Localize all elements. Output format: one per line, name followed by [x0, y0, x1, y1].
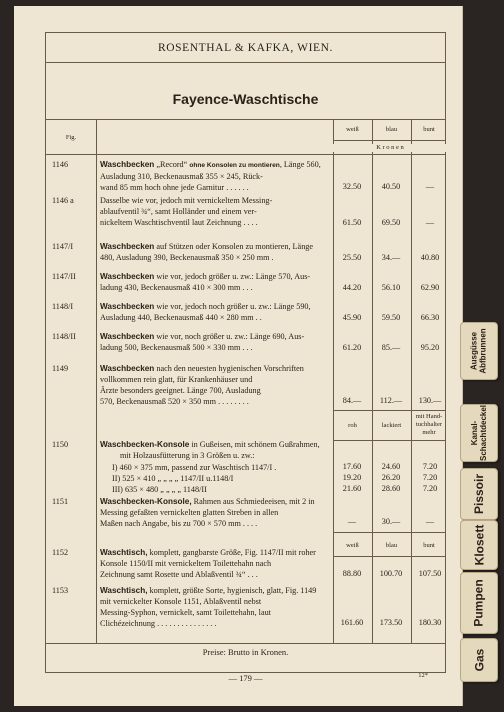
- price-towelholder: 7.20: [422, 484, 438, 493]
- index-tabs: [456, 322, 504, 692]
- item-description: Waschbecken nach den neuesten hygienischen Vorschriften vollkommen rein glatt, für Krankenhäuser und Ärzte besonders geeignet. Länge 700, Ausladung 570, Beckenausmaß 520 × 350 mm . . . . . . . .: [100, 364, 304, 406]
- item-description: Waschbecken-Konsole, Rahmen aus Schmiedeeisen, mit 2 in Messing gefaßten vernickelten glatten Streben in allen Maßen nach Angabe, bis zu 700 × 570 mm . . . .: [100, 497, 315, 528]
- tab-klosett[interactable]: Klosett: [460, 520, 498, 570]
- price-blue: 85.—: [381, 343, 401, 352]
- item-description: Waschbecken „Record“ ohne Konsolen zu montieren, Länge 560, Ausladung 310, Beckenausmaß 355 × 245, Rück- wand 85 mm hoch ohne jede Garnitur . . . . . .: [100, 160, 321, 192]
- price-col2-header: blau: [385, 542, 398, 549]
- tab-pissoir[interactable]: Pissoir: [460, 468, 498, 520]
- fig-number: 1151: [52, 497, 69, 506]
- fig-header: Fig.: [65, 134, 77, 141]
- fig-number: 1147/I: [52, 242, 74, 251]
- price-raw-header: roh: [348, 422, 357, 429]
- price-colored: 107.50: [418, 569, 442, 578]
- item-description: Waschtisch, komplett, größte Sorte, hygienisch, glatt, Fig. 1149 mit vernickelter Konsole 1151, Ablaßventil nebst Messing-Syphon, vernickelt, samt Toilettehahn, laut Clichézeichnung . . . . . . . . . . . . . . .: [100, 586, 317, 628]
- price-white: 61.20: [342, 343, 362, 352]
- size-option: I) 460 × 375 mm, passend zur Waschtisch 1147/I .: [112, 463, 277, 472]
- price-col3-header: bunt: [423, 542, 435, 549]
- price-white: 45.90: [342, 313, 362, 322]
- page-header: ROSENTHAL & KAFKA, WIEN.: [46, 33, 445, 63]
- price-towelholder-header: mit Hand- tuchhalter mehr: [415, 413, 443, 436]
- item-description: Waschtisch, komplett, gangbarste Größe, Fig. 1147/II mit roher Konsole 1150/II mit vernickeltem Toilettehahn nach Zeichnung samt Rosette und Ablaßventil ¾“ . . .: [100, 548, 316, 579]
- price-white: 25.50: [342, 253, 362, 262]
- price-lacquered: 28.60: [381, 484, 401, 493]
- page-number: — 179 —: [228, 673, 263, 683]
- page-title: Fayence-Waschtische: [172, 91, 319, 107]
- price-colored: 66.30: [420, 313, 440, 322]
- price-white: 61.50: [342, 218, 362, 227]
- price-blue: 100.70: [379, 569, 403, 578]
- fig-number: 1148/I: [52, 302, 74, 311]
- catalog-page: [14, 6, 462, 706]
- item-description: Waschbecken wie vor, noch größer u. zw.: Länge 690, Aus- ladung 500, Beckenausmaß 500 × 330 mm . . .: [100, 332, 305, 352]
- price-lacquered: 24.60: [381, 462, 401, 471]
- price-col1-header: weiß: [346, 126, 359, 133]
- page-frame: [45, 32, 446, 683]
- price-blue: 112.—: [379, 396, 403, 405]
- price-colored: —: [425, 182, 435, 191]
- fig-number: 1146: [52, 160, 69, 169]
- item-description: Waschbecken wie vor, jedoch noch größer u. zw.: Länge 590, Ausladung 440, Beckenausmaß 440 × 280 mm . .: [100, 302, 311, 322]
- tab-pumpen[interactable]: Pumpen: [460, 572, 498, 634]
- price-blue: 173.50: [379, 618, 403, 627]
- price-col2-header: blau: [385, 126, 398, 133]
- size-option: III) 635 × 480 „ „ „ „ 1148/II: [112, 485, 207, 494]
- price-towelholder: 7.20: [422, 473, 438, 482]
- price-blue: 34.—: [381, 253, 401, 262]
- fig-number: 1149: [52, 364, 69, 373]
- price-white: 32.50: [342, 182, 362, 191]
- size-option: II) 525 × 410 „ „ „ „ 1147/II u.1148/I: [112, 474, 234, 483]
- price-white: 88.80: [342, 569, 362, 578]
- price-raw: 21.60: [342, 484, 362, 493]
- price-blue: 40.50: [381, 182, 401, 191]
- fig-number: 1152: [52, 548, 69, 557]
- price-colored: 62.90: [420, 283, 440, 292]
- price-colored: 95.20: [420, 343, 440, 352]
- col-rule-price3: [411, 120, 412, 643]
- fig-number: 1148/II: [52, 332, 76, 341]
- price-lacquered: 26.20: [381, 473, 401, 482]
- price-towelholder: —: [425, 517, 435, 526]
- price-table: [46, 119, 445, 643]
- price-raw: —: [347, 517, 357, 526]
- price-white: 161.60: [340, 618, 364, 627]
- fig-number: 1147/II: [52, 272, 76, 281]
- price-col3-header: bunt: [423, 126, 435, 133]
- tab-kanal[interactable]: Kanal- Schachtdeckel: [460, 404, 498, 462]
- item-description: Waschbecken auf Stützen oder Konsolen zu montieren, Länge 480, Ausladung 390, Beckenausmaß 350 × 250 mm .: [100, 242, 314, 262]
- price-blue: 69.50: [381, 218, 401, 227]
- col-rule-price2: [372, 120, 373, 643]
- fig-number: 1146 a: [52, 196, 74, 205]
- fig-number: 1153: [52, 586, 69, 595]
- price-lacquered: 30.—: [381, 517, 401, 526]
- price-col1-header: weiß: [346, 542, 359, 549]
- item-description: Dasselbe wie vor, jedoch mit vernickeltem Messing- ablaufventil ¾“, samt Holländer und einem ver- nickeltem Waschtischventil laut Zeichnung . . . .: [100, 196, 273, 227]
- fig-number: 1150: [52, 440, 69, 449]
- price-blue: 56.10: [381, 283, 401, 292]
- item-description: Waschbecken wie vor, jedoch größer u. zw.: Länge 570, Aus- ladung 430, Beckenausmaß 410 × 300 mm . . .: [100, 272, 311, 292]
- currency-label: K r o n e n: [333, 144, 447, 152]
- item-description: Waschbecken-Konsole in Gußeisen, mit schönem Gußrahmen, mit Holzausfütterung in 3 Größen u. zw.:: [100, 440, 320, 460]
- price-lacquered-header: lackiert: [381, 422, 402, 429]
- price-raw: 17.60: [342, 462, 362, 471]
- price-white: 44.20: [342, 283, 362, 292]
- price-white: 84.—: [342, 396, 362, 405]
- price-colored: —: [425, 218, 435, 227]
- price-raw: 19.20: [342, 473, 362, 482]
- price-towelholder: 7.20: [422, 462, 438, 471]
- signature-mark: 12*: [418, 672, 428, 679]
- price-blue: 59.50: [381, 313, 401, 322]
- col-rule-fig: [96, 120, 97, 643]
- tab-gas[interactable]: Gas: [460, 638, 498, 682]
- tab-ausguesse[interactable]: Ausgüsse Abfbrunnen: [460, 322, 498, 380]
- price-colored: 40.80: [420, 253, 440, 262]
- price-colored: 180.30: [418, 618, 442, 627]
- price-colored: 130.—: [418, 396, 442, 405]
- price-note: Preise: Brutto in Kronen.: [202, 647, 289, 657]
